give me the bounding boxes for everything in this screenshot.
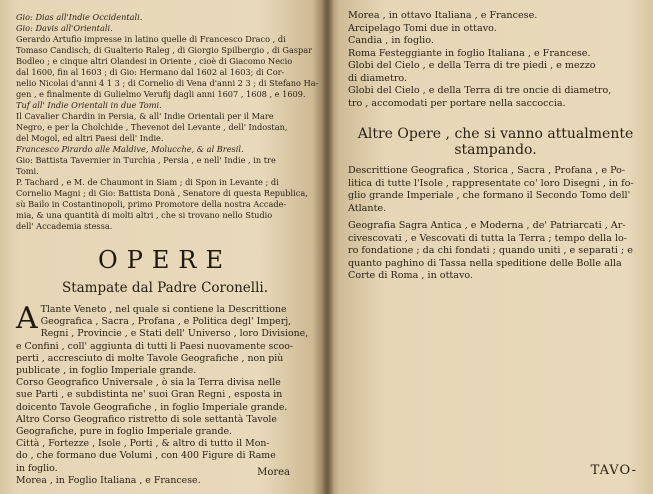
body-line: Corte di Roma , in ottavo. [348,270,474,281]
text-line: Tomaso Candisch, di Gualterio Raleg , di Giorgio Spilbergio , di Gaspar [16,45,313,55]
section-subheading: Stampate dal Padre Coronelli. [61,280,269,296]
text-line: mia, & una quantità di molti altri , che si trovano nello Studio [16,210,273,220]
right-body [348,165,643,283]
body-line: publicate , in foglio Imperiale grande. [16,365,197,377]
text-line: Candia , in foglio. [348,35,434,46]
body-line: do , che formano due Volumi , con 400 Figure di Rame [16,450,276,462]
body-line: Atlante. [348,202,387,214]
text-line: dal 1600, fin al 1603 ; di Gio: Hermano dal 1602 al 1603; di Cor- [16,67,285,77]
body-line: Geografica , Sacra , Profana , e Politica degl' Imperj, [40,316,292,328]
text-line: tro , accomodati per portare nella saccoccia. [348,97,566,109]
body-line: sue Parti , e subdistinta ne' suoi Gran Regni , esposta in [16,389,283,401]
text-line: Gio: Dias all'Indie Occidentali. [16,12,143,22]
body-line: Città , Fortezze , Isole , Porti , & altro di tutto il Mon- [16,438,270,450]
left-top-list [16,12,319,232]
body-line: e Confini , coll' aggiunta di tutti li Paesi nuovamente scoo- [16,340,294,352]
body-line: Tlante Veneto , nel quale si contiene la Descrittione [40,304,287,315]
text-line: Negro, e per la Cholchide , Thevenot del Levante , dell' Indostan, [16,122,288,132]
left-page [0,0,326,494]
text-line: Bodleo ; e cinque altri Olandesi in Oriente , cioè di Giacomo Necio [16,56,293,66]
text-line: Tuf all' Indie Orientali in due Tomi. [16,100,162,110]
text-line: dell' Accademia stessa. [16,221,113,231]
text-line: di diametro. [348,72,408,84]
text-line: Francesco Pirardo alle Maldive, Molucche, & al Bresil. [16,144,244,154]
book-gutter [322,0,334,494]
right-top-list [348,10,643,110]
body-line: Altro Corso Geografico ristretto di sole settantà Tavole [16,413,277,425]
heading-line: Altre Opere , che si vanno attualmente [357,126,634,142]
heading-line: stampando. [454,142,537,158]
body-line: Corso Geografico Universale , ò sia la Terra divisa nelle [16,377,281,389]
body-line: Morea , in Foglio Italiana , e Francese. [16,474,201,486]
text-line: sù Bailo in Costantinopoli, primo Promotore della nostra Accade- [16,199,287,209]
text-line: Globi del Cielo , e della Terra di tre oncie di diametro, [348,85,612,96]
text-line: Morea , in ottavo Italiana , e Francese. [348,10,538,21]
text-line: del Mogol, ed altri Paesi dell' Indie. [16,133,164,143]
left-body [16,301,314,487]
body-line: litica di tutte l'Isole , rappresentate co' loro Disegni , in fo- [348,177,634,189]
text-line: Cornelio Magni ; di Gio: Battista Donà , Senatore di questa Republica, [16,188,308,198]
catchword-right: TAVO- [590,463,637,478]
section-heading-opere: OPERE [98,246,232,274]
text-line: nelio Nicolai d'anni 4 1 3 ; di Cornelio di Vena d'anni 2 3 ; di Stefano Ha- [16,78,319,88]
drop-capital: A [16,301,38,336]
body-line: perti , accresciuto di molte Tavole Geografiche , non più [16,352,284,364]
text-line: Il Cavalier Chardin in Persia, & all' Indie Orientali per il Mare [16,111,274,121]
right-page [326,0,653,494]
body-line: doicento Tavole Geografiche , in foglio Imperiale grande. [16,401,288,413]
text-line: gen , e finalmente di Gulielmo Verufij dagli anni 1607 , 1608 , e 1609. [16,89,306,99]
catchword-left: Morea [257,467,290,478]
body-line: Geografia Sagra Antica , e Moderna , de' Patriarcati , Ar- [348,220,626,231]
body-line: in foglio. [16,462,58,474]
text-line: Gerardo Artufio impresse in latino quelle di Francesco Draco , di [16,34,286,44]
text-line: Gio: Davis all'Orientali. [16,23,113,33]
text-line: Globi del Cielo , e della Terra di tre piedi , e mezzo [348,60,596,71]
section-heading-altre-opere [348,126,643,158]
body-line: civescovati , e Vescovati di tutta la Terra ; tempo della lo- [348,232,628,244]
body-line: ro fondatione ; da chi fondati ; quando uniti , e separati ; e [348,245,633,256]
text-line: Arcipelago Tomi due in ottavo. [348,22,497,34]
body-line: glio grande Imperiale , che formano il Secondo Tomo dell' [348,190,631,201]
text-line: P. Tachard , e M. de Chaumont in Siam ; di Spon in Levante ; di [16,177,279,187]
body-line: Descrittione Geografica , Storica , Sacra , Profana , e Po- [348,165,626,176]
text-line: Gio: Battista Tavernier in Turchia , Persia , e nell' Indie , in tre [16,155,276,165]
body-line: Geografiche, pure in foglio Imperiale grande. [16,426,232,438]
text-line: Roma Festeggiante in foglio Italiana , e Francese. [348,47,591,59]
body-line: quanto paghino di Tassa nella speditione delle Bolle alla [348,257,622,269]
text-line: Tomi. [16,166,39,176]
body-line: Regni , Provincie , e Stati dell' Universo , loro Divisione, [40,328,309,340]
